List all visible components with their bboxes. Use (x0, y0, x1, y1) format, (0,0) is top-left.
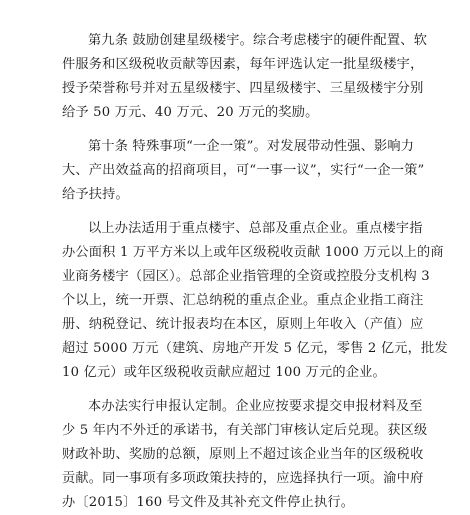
scope-line-4: 个以上，统一开票、汇总纳税的重点企业。重点企业指工商注 (62, 293, 424, 308)
scope-line-6: 超过 5000 万元（建筑、房地产开发 5 亿元，零售 2 亿元，批发 (62, 341, 448, 356)
application-line-4: 贡献。同一事项有多项政策扶持的，应选择执行一项。渝中府 (62, 471, 424, 486)
article-9-line-4: 给予 50 万元、40 万元、20 万元的奖励。 (62, 105, 319, 120)
article-9-line-2: 件服务和区级税收贡献等因素，每年评选认定一批星级楼宇， (62, 57, 424, 72)
article-10-line-2: 大、产出效益高的招商项目，可“一事一议”，实行“一企一策” (62, 163, 425, 178)
application-line-5: 办〔2015〕160 号文件及其补充文件停止执行。 (62, 495, 355, 510)
application-line-1: 本办法实行申报认定制。企业应按要求提交申报材料及至 (88, 399, 423, 414)
article-10-line-3: 给予扶持。 (62, 187, 129, 202)
scope-line-7: 10 亿元）或年区级税收贡献应超过 100 万元的企业。 (62, 365, 386, 380)
scope-line-5: 册、纳税登记、统计报表均在本区，原则上年收入（产值）应 (62, 317, 424, 332)
application-line-2: 少 5 年内不外迁的承诺书，有关部门审核认定后兑现。获区级 (62, 423, 428, 438)
article-9-line-1: 第九条 鼓励创建星级楼宇。综合考虑楼宇的硬件配置、软 (88, 33, 428, 48)
article-10-line-1: 第十条 特殊事项“一企一策”。对发展带动性强、影响力 (88, 139, 415, 154)
scope-line-3: 业商务楼宇（园区）。总部企业指管理的全资或控股分支机构 3 (62, 269, 430, 284)
application-line-3: 财政补助、奖励的总额，原则上不超过该企业当年的区级税收 (62, 447, 424, 462)
article-9-line-3: 授予荣誉称号并对五星级楼宇、四星级楼宇、三星级楼宇分别 (62, 81, 424, 96)
scope-line-2: 办公面积 1 万平方米以上或年区级税收贡献 1000 万元以上的商 (62, 245, 444, 260)
scope-line-1: 以上办法适用于重点楼宇、总部及重点企业。重点楼宇指 (88, 221, 423, 236)
